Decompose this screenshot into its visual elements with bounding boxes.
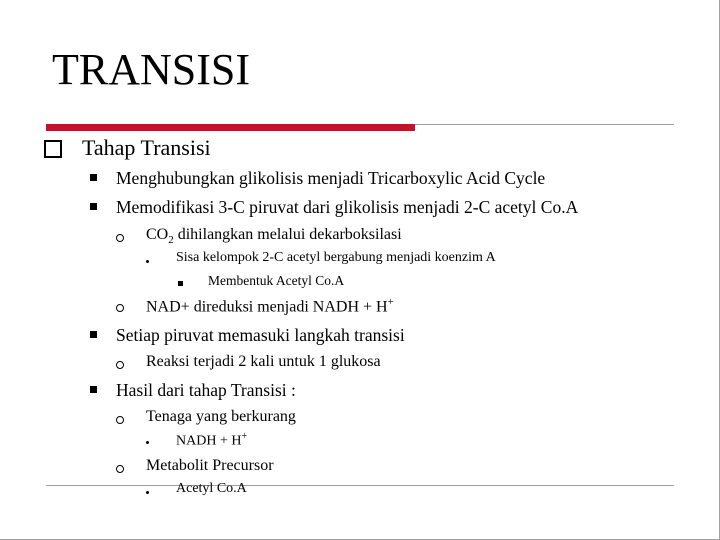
dot-bullet-icon [146, 491, 149, 494]
bullet-text: Tenaga yang berkurang [146, 408, 296, 425]
bullet-text: Reaksi terjadi 2 kali untuk 1 glukosa [146, 353, 381, 370]
dot-bullet-icon [146, 260, 149, 263]
bullet-text: Hasil dari tahap Transisi : [116, 380, 296, 400]
bullet-text: Sisa kelompok 2-C acetyl bergabung menjadi koenzim A [176, 250, 496, 265]
bullet-text: Setiap piruvat memasuki langkah transisi [116, 325, 405, 345]
square-bullet-icon [90, 386, 97, 393]
slide-title: TRANSISI [52, 45, 251, 94]
subscript-2: 2 [168, 234, 174, 247]
superscript-plus: + [387, 296, 394, 308]
square-bullet-icon [178, 281, 183, 286]
nadh-text: NADH + H [176, 433, 242, 449]
square-bullet-icon [90, 331, 97, 338]
co-text: CO [146, 226, 169, 243]
bullet-text [146, 296, 394, 316]
section-heading: Tahap Transisi [82, 135, 211, 160]
bullet-text [176, 431, 247, 450]
bullet-text: Membentuk Acetyl Co.A [208, 273, 345, 288]
circle-bullet-icon [116, 465, 124, 473]
superscript-plus: + [241, 431, 248, 442]
circle-bullet-icon [116, 234, 124, 242]
bullet-text [146, 226, 402, 246]
bullet-text: Memodifikasi 3-C piruvat dari glikolisis menjadi 2-C acetyl Co.A [116, 197, 579, 217]
bottom-rule [46, 485, 674, 486]
circle-bullet-icon [116, 361, 124, 369]
circle-bullet-icon [116, 416, 124, 424]
square-bullet-icon [90, 203, 97, 210]
bullet-text: Menghubungkan glikolisis menjadi Tricarboxylic Acid Cycle [116, 168, 546, 188]
dot-bullet-icon [146, 441, 149, 444]
square-bullet-icon [90, 174, 97, 181]
co2-description: dihilangkan melalui dekarboksilasi [177, 226, 402, 243]
circle-bullet-icon [116, 304, 124, 312]
bullet-text: Metabolit Precursor [146, 457, 274, 474]
nad-text: NAD+ direduksi menjadi NADH + H [146, 298, 388, 316]
title-rule-red [46, 124, 415, 131]
checkbox-bullet-icon [44, 140, 62, 158]
bullet-text: Acetyl Co.A [176, 481, 247, 496]
